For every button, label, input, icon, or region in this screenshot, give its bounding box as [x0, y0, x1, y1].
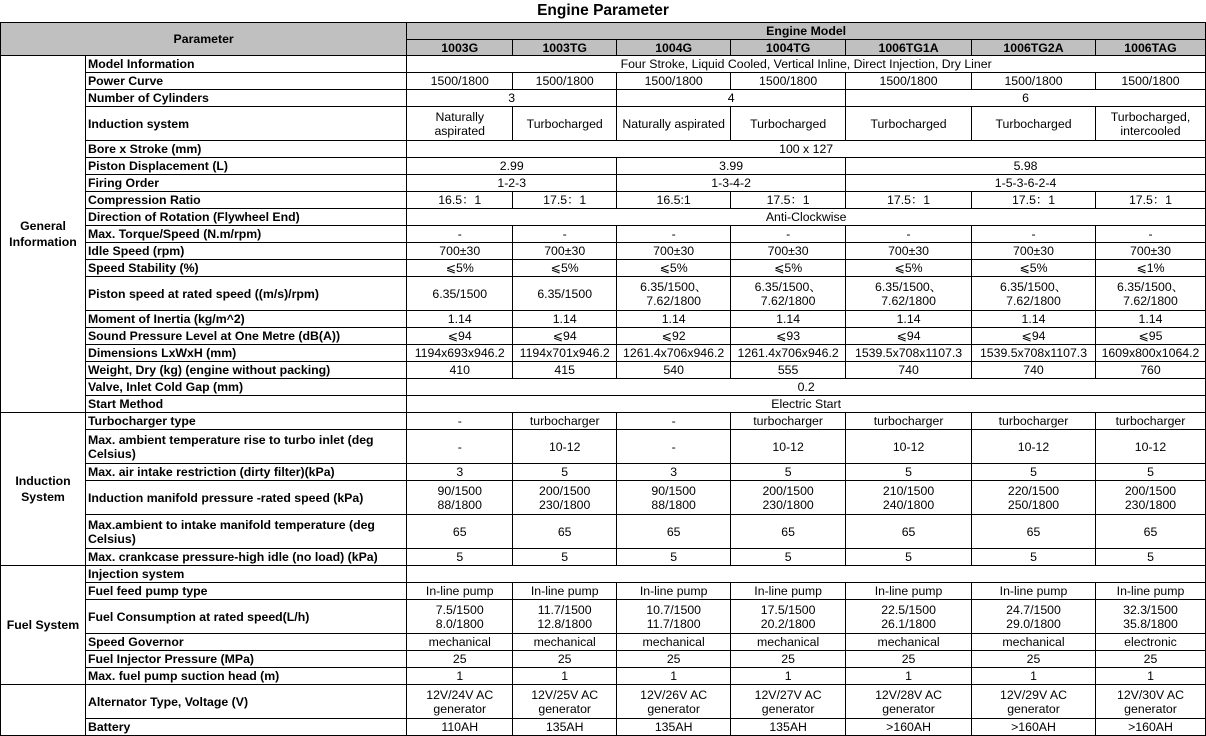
value-cell[interactable]: In-line pump — [513, 583, 617, 600]
header-row — [1, 23, 1206, 40]
section-label-cell[interactable]: Induction System — [1, 413, 86, 566]
value-cell[interactable]: 6.35/1500、 7.62/1800 — [1095, 277, 1205, 311]
table-row — [1, 719, 1206, 736]
value-cell[interactable]: ⩽5% — [513, 260, 617, 277]
table-row — [1, 141, 1206, 158]
value-cell[interactable]: ⩽5% — [972, 260, 1096, 277]
table-row — [1, 73, 1206, 90]
table-row — [1, 56, 1206, 73]
value-cell[interactable]: 65 — [846, 515, 972, 549]
table-row — [1, 226, 1206, 243]
value-cell[interactable]: In-line pump — [846, 583, 972, 600]
value-cell[interactable]: 3 — [617, 464, 731, 481]
table-row — [1, 90, 1206, 107]
value-cell[interactable]: 1500/1800 — [407, 73, 513, 90]
value-cell[interactable]: 1609x800x1064.2 — [1095, 345, 1205, 362]
value-cell[interactable]: ⩽5% — [846, 260, 972, 277]
value-cell[interactable]: ⩽94 — [846, 328, 972, 345]
parameter-name-cell[interactable]: Speed Governor — [85, 634, 406, 651]
value-cell[interactable]: 1500/1800 — [1095, 73, 1205, 90]
parameter-name-cell[interactable]: Dimensions LxWxH (mm) — [85, 345, 406, 362]
table-row — [1, 549, 1206, 566]
value-cell[interactable]: 5 — [731, 549, 846, 566]
value-cell[interactable]: 1539.5x708x1107.3 — [846, 345, 972, 362]
value-cell[interactable]: - — [407, 413, 513, 430]
value-cell[interactable]: 1 — [731, 668, 846, 685]
parameter-name-cell[interactable]: Sound Pressure Level at One Metre (dB(A)) — [85, 328, 406, 345]
value-cell[interactable]: 1.14 — [407, 311, 513, 328]
value-cell[interactable]: 1 — [846, 668, 972, 685]
value-cell[interactable]: Naturally aspirated — [407, 107, 513, 141]
value-cell[interactable]: 17.5/1500 20.2/1800 — [731, 600, 846, 634]
parameter-name-cell[interactable]: Max. Torque/Speed (N.m/rpm) — [85, 226, 406, 243]
value-cell[interactable]: 1500/1800 — [513, 73, 617, 90]
value-cell[interactable]: 24.7/1500 29.0/1800 — [972, 600, 1096, 634]
value-cell[interactable]: 5 — [972, 549, 1096, 566]
value-cell[interactable]: 3 — [407, 464, 513, 481]
parameter-name-cell[interactable]: Compression Ratio — [85, 192, 406, 209]
table-row — [1, 651, 1206, 668]
value-cell[interactable]: 10-12 — [1095, 430, 1205, 464]
value-cell[interactable]: 3 — [407, 90, 617, 107]
value-cell[interactable]: 16.5：1 — [407, 192, 513, 209]
value-cell[interactable]: 1.14 — [617, 311, 731, 328]
value-cell[interactable]: ⩽95 — [1095, 328, 1205, 345]
value-cell[interactable]: >160AH — [846, 719, 972, 736]
value-cell[interactable]: mechanical — [972, 634, 1096, 651]
value-cell[interactable]: 2.99 — [407, 158, 617, 175]
table-row — [1, 277, 1206, 311]
value-cell[interactable]: 5 — [617, 549, 731, 566]
value-cell[interactable]: In-line pump — [972, 583, 1096, 600]
value-cell[interactable]: 5 — [407, 549, 513, 566]
value-cell[interactable]: 4 — [617, 90, 846, 107]
parameter-name-cell[interactable]: Power Curve — [85, 73, 406, 90]
table-row — [1, 430, 1206, 464]
value-cell[interactable]: 415 — [513, 362, 617, 379]
table-row — [1, 107, 1206, 141]
parameter-name-cell[interactable]: Fuel Consumption at rated speed(L/h) — [85, 600, 406, 634]
header-model-cell[interactable]: 1006TAG — [1095, 40, 1205, 56]
value-cell[interactable]: >160AH — [972, 719, 1096, 736]
value-cell[interactable]: 6.35/1500 — [407, 277, 513, 311]
table-row — [1, 685, 1206, 719]
header-engine-model[interactable]: Engine Model — [407, 23, 1206, 40]
header-model-cell[interactable]: 1003TG — [513, 40, 617, 56]
value-cell[interactable]: 410 — [407, 362, 513, 379]
value-cell[interactable]: 1500/1800 — [972, 73, 1096, 90]
parameter-name-cell[interactable]: Model Information — [85, 56, 406, 73]
table-row — [1, 464, 1206, 481]
value-cell[interactable]: mechanical — [513, 634, 617, 651]
value-cell[interactable]: 1-2-3 — [407, 175, 617, 192]
parameter-name-cell[interactable]: Max. air intake restriction (dirty filter)(kPa) — [85, 464, 406, 481]
value-cell[interactable]: ⩽5% — [617, 260, 731, 277]
value-cell[interactable]: - — [617, 430, 731, 464]
value-cell[interactable]: 10-12 — [846, 430, 972, 464]
value-cell[interactable]: 10-12 — [731, 430, 846, 464]
table-row — [1, 192, 1206, 209]
parameter-name-cell[interactable]: Alternator Type, Voltage (V) — [85, 685, 406, 719]
table-row — [1, 379, 1206, 396]
table-row — [1, 634, 1206, 651]
value-cell[interactable]: Turbocharged — [846, 107, 972, 141]
value-cell[interactable]: 12V/30V AC generator — [1095, 685, 1205, 719]
parameter-name-cell[interactable]: Start Method — [85, 396, 406, 413]
table-row — [1, 481, 1206, 515]
parameter-name-cell[interactable]: Direction of Rotation (Flywheel End) — [85, 209, 406, 226]
table-row — [1, 362, 1206, 379]
parameter-name-cell[interactable]: Injection system — [85, 566, 406, 583]
parameter-name-cell[interactable]: Fuel feed pump type — [85, 583, 406, 600]
value-cell[interactable]: ⩽5% — [407, 260, 513, 277]
value-cell[interactable]: In-line pump — [731, 583, 846, 600]
value-cell[interactable]: 220/1500 250/1800 — [972, 481, 1096, 515]
parameter-name-cell[interactable]: Max. fuel pump suction head (m) — [85, 668, 406, 685]
table-row — [1, 396, 1206, 413]
value-cell[interactable]: 1-5-3-6-2-4 — [846, 175, 1206, 192]
engine-parameter-table — [0, 22, 1206, 736]
value-cell[interactable]: mechanical — [846, 634, 972, 651]
value-cell[interactable]: 11.7/1500 12.8/1800 — [513, 600, 617, 634]
value-cell[interactable]: mechanical — [617, 634, 731, 651]
value-cell[interactable]: 25 — [846, 651, 972, 668]
value-cell[interactable]: 1261.4x706x946.2 — [617, 345, 731, 362]
parameter-name-cell[interactable]: Turbocharger type — [85, 413, 406, 430]
value-cell[interactable]: In-line pump — [1095, 583, 1205, 600]
value-cell[interactable]: 700±30 — [972, 243, 1096, 260]
value-cell[interactable]: turbocharger — [513, 413, 617, 430]
parameter-name-cell[interactable]: Piston speed at rated speed ((m/s)/rpm) — [85, 277, 406, 311]
value-cell[interactable]: 65 — [731, 515, 846, 549]
table-row — [1, 175, 1206, 192]
value-cell[interactable]: >160AH — [1095, 719, 1205, 736]
value-cell[interactable]: 135AH — [513, 719, 617, 736]
value-cell[interactable]: Turbocharged — [731, 107, 846, 141]
parameter-name-cell[interactable]: Induction system — [85, 107, 406, 141]
value-cell[interactable]: 700±30 — [731, 243, 846, 260]
value-cell[interactable]: ⩽93 — [731, 328, 846, 345]
value-cell[interactable]: turbocharger — [731, 413, 846, 430]
value-cell[interactable]: 65 — [972, 515, 1096, 549]
value-cell[interactable]: 700±30 — [1095, 243, 1205, 260]
parameter-name-cell[interactable]: Number of Cylinders — [85, 90, 406, 107]
table-row — [1, 260, 1206, 277]
value-cell[interactable]: - — [513, 226, 617, 243]
value-cell[interactable]: 3.99 — [617, 158, 846, 175]
table-row — [1, 328, 1206, 345]
table-row — [1, 413, 1206, 430]
value-cell[interactable]: Electric Start — [407, 396, 1206, 413]
section-label-cell[interactable]: Fuel System — [1, 566, 86, 685]
value-cell[interactable]: - — [407, 226, 513, 243]
value-cell[interactable]: ⩽5% — [731, 260, 846, 277]
value-cell[interactable]: - — [731, 226, 846, 243]
value-cell[interactable]: mechanical — [407, 634, 513, 651]
value-cell[interactable]: ⩽1% — [1095, 260, 1205, 277]
value-cell[interactable]: 1.14 — [513, 311, 617, 328]
value-cell[interactable]: 25 — [972, 651, 1096, 668]
value-cell[interactable]: 1.14 — [731, 311, 846, 328]
value-cell[interactable]: 65 — [617, 515, 731, 549]
value-cell[interactable]: 135AH — [731, 719, 846, 736]
value-cell[interactable]: mechanical — [731, 634, 846, 651]
value-cell[interactable]: 6.35/1500、 7.62/1800 — [617, 277, 731, 311]
value-cell[interactable]: 700±30 — [617, 243, 731, 260]
value-cell[interactable]: 740 — [972, 362, 1096, 379]
parameter-name-cell[interactable]: Max. crankcase pressure-high idle (no load) (kPa) — [85, 549, 406, 566]
value-cell[interactable]: 1500/1800 — [846, 73, 972, 90]
value-cell[interactable]: - — [972, 226, 1096, 243]
value-cell[interactable]: 6 — [846, 90, 1206, 107]
value-cell[interactable]: 12V/25V AC generator — [513, 685, 617, 719]
value-cell[interactable]: 12V/24V AC generator — [407, 685, 513, 719]
value-cell[interactable]: 5 — [513, 464, 617, 481]
value-cell[interactable]: Turbocharged — [972, 107, 1096, 141]
value-cell[interactable]: 65 — [407, 515, 513, 549]
value-cell[interactable]: 12V/26V AC generator — [617, 685, 731, 719]
value-cell[interactable]: 1 — [1095, 668, 1205, 685]
value-cell[interactable]: In-line pump — [407, 583, 513, 600]
value-cell[interactable]: 740 — [846, 362, 972, 379]
value-cell[interactable]: 6.35/1500、 7.62/1800 — [731, 277, 846, 311]
value-cell[interactable]: 100 x 127 — [407, 141, 1206, 158]
value-cell[interactable]: In-line pump — [617, 583, 731, 600]
value-cell[interactable]: 10.7/1500 11.7/1800 — [617, 600, 731, 634]
value-cell[interactable]: Naturally aspirated — [617, 107, 731, 141]
value-cell[interactable]: 210/1500 240/1800 — [846, 481, 972, 515]
header-parameter[interactable]: Parameter — [1, 23, 407, 56]
parameter-name-cell[interactable]: Firing Order — [85, 175, 406, 192]
value-cell[interactable]: 32.3/1500 35.8/1800 — [1095, 600, 1205, 634]
value-cell[interactable]: 200/1500 230/1800 — [513, 481, 617, 515]
value-cell[interactable]: 90/1500 88/1800 — [407, 481, 513, 515]
value-cell[interactable]: 25 — [513, 651, 617, 668]
value-cell[interactable]: 1 — [407, 668, 513, 685]
value-cell[interactable]: ⩽92 — [617, 328, 731, 345]
value-cell[interactable]: 17.5：1 — [1095, 192, 1205, 209]
parameter-name-cell[interactable]: Speed Stability (%) — [85, 260, 406, 277]
value-cell[interactable]: 0.2 — [407, 379, 1206, 396]
value-cell[interactable]: 700±30 — [513, 243, 617, 260]
table-row — [1, 311, 1206, 328]
value-cell[interactable]: 700±30 — [407, 243, 513, 260]
value-cell[interactable]: 22.5/1500 26.1/1800 — [846, 600, 972, 634]
value-cell[interactable]: 17.5：1 — [846, 192, 972, 209]
value-cell[interactable]: 5 — [1095, 464, 1205, 481]
header-model-cell[interactable]: 1003G — [407, 40, 513, 56]
value-cell[interactable]: 5 — [513, 549, 617, 566]
value-cell[interactable]: 5 — [731, 464, 846, 481]
value-cell[interactable]: ⩽94 — [513, 328, 617, 345]
value-cell[interactable]: 1261.4x706x946.2 — [731, 345, 846, 362]
value-cell[interactable]: ⩽94 — [972, 328, 1096, 345]
value-cell[interactable]: 1 — [513, 668, 617, 685]
value-cell[interactable]: electronic — [1095, 634, 1205, 651]
value-cell[interactable]: 555 — [731, 362, 846, 379]
table-row — [1, 600, 1206, 634]
parameter-name-cell[interactable]: Piston Displacement (L) — [85, 158, 406, 175]
value-cell[interactable]: 6.35/1500、 7.62/1800 — [972, 277, 1096, 311]
value-cell[interactable]: 1.14 — [1095, 311, 1205, 328]
value-cell[interactable]: 1.14 — [846, 311, 972, 328]
header-model-cell[interactable]: 1004G — [617, 40, 731, 56]
value-cell[interactable]: 12V/27V AC generator — [731, 685, 846, 719]
parameter-name-cell[interactable]: Fuel Injector Pressure (MPa) — [85, 651, 406, 668]
value-cell[interactable]: 6.35/1500 — [513, 277, 617, 311]
value-cell[interactable]: 5 — [972, 464, 1096, 481]
parameter-name-cell[interactable]: Valve, Inlet Cold Gap (mm) — [85, 379, 406, 396]
section-label-cell[interactable] — [1, 685, 86, 736]
value-cell[interactable]: 200/1500 230/1800 — [731, 481, 846, 515]
parameter-name-cell[interactable]: Weight, Dry (kg) (engine without packing) — [85, 362, 406, 379]
parameter-name-cell[interactable]: Idle Speed (rpm) — [85, 243, 406, 260]
table-row — [1, 158, 1206, 175]
value-cell[interactable]: Turbocharged, intercooled — [1095, 107, 1205, 141]
value-cell[interactable]: 1500/1800 — [617, 73, 731, 90]
parameter-name-cell[interactable]: Max.ambient to intake manifold temperature (deg Celsius) — [85, 515, 406, 549]
value-cell[interactable]: 1539.5x708x1107.3 — [972, 345, 1096, 362]
value-cell[interactable] — [407, 566, 1206, 583]
value-cell[interactable]: 5 — [846, 464, 972, 481]
value-cell[interactable]: 17.5：1 — [731, 192, 846, 209]
value-cell[interactable]: 135AH — [617, 719, 731, 736]
table-row — [1, 243, 1206, 260]
value-cell[interactable]: turbocharger — [972, 413, 1096, 430]
value-cell[interactable]: 12V/29V AC generator — [972, 685, 1096, 719]
header-model-cell[interactable]: 1006TG2A — [972, 40, 1096, 56]
value-cell[interactable]: - — [1095, 226, 1205, 243]
value-cell[interactable]: - — [617, 413, 731, 430]
value-cell[interactable]: 16.5:1 — [617, 192, 731, 209]
value-cell[interactable]: - — [407, 430, 513, 464]
value-cell[interactable]: 7.5/1500 8.0/1800 — [407, 600, 513, 634]
value-cell[interactable]: 12V/28V AC generator — [846, 685, 972, 719]
table-row — [1, 209, 1206, 226]
value-cell[interactable]: 5.98 — [846, 158, 1206, 175]
value-cell[interactable]: 25 — [1095, 651, 1205, 668]
table-row — [1, 515, 1206, 549]
value-cell[interactable]: 1500/1800 — [731, 73, 846, 90]
parameter-name-cell[interactable]: Moment of Inertia (kg/m^2) — [85, 311, 406, 328]
value-cell[interactable]: 760 — [1095, 362, 1205, 379]
header-model-cell[interactable]: 1004TG — [731, 40, 846, 56]
section-label-cell[interactable]: General Information — [1, 56, 86, 413]
value-cell[interactable]: 1 — [972, 668, 1096, 685]
value-cell[interactable]: 10-12 — [972, 430, 1096, 464]
value-cell[interactable]: Anti-Clockwise — [407, 209, 1206, 226]
value-cell[interactable]: 540 — [617, 362, 731, 379]
value-cell[interactable]: turbocharger — [1095, 413, 1205, 430]
value-cell[interactable]: - — [617, 226, 731, 243]
value-cell[interactable]: 25 — [407, 651, 513, 668]
value-cell[interactable]: 200/1500 230/1800 — [1095, 481, 1205, 515]
parameter-name-cell[interactable]: Battery — [85, 719, 406, 736]
table-row — [1, 668, 1206, 685]
value-cell[interactable]: 17.5：1 — [513, 192, 617, 209]
value-cell[interactable]: 700±30 — [846, 243, 972, 260]
value-cell[interactable]: - — [846, 226, 972, 243]
value-cell[interactable]: Four Stroke, Liquid Cooled, Vertical Inline, Direct Injection, Dry Liner — [407, 56, 1206, 73]
value-cell[interactable]: 65 — [513, 515, 617, 549]
value-cell[interactable]: 6.35/1500、 7.62/1800 — [846, 277, 972, 311]
value-cell[interactable]: Turbocharged — [513, 107, 617, 141]
value-cell[interactable]: 5 — [1095, 549, 1205, 566]
value-cell[interactable]: 17.5：1 — [972, 192, 1096, 209]
value-cell[interactable]: 1.14 — [972, 311, 1096, 328]
value-cell[interactable]: 65 — [1095, 515, 1205, 549]
value-cell[interactable]: ⩽94 — [407, 328, 513, 345]
parameter-name-cell[interactable]: Max. ambient temperature rise to turbo inlet (deg Celsius) — [85, 430, 406, 464]
header-model-cell[interactable]: 1006TG1A — [846, 40, 972, 56]
value-cell[interactable]: 1194x693x946.2 — [407, 345, 513, 362]
page-title: Engine Parameter — [537, 2, 669, 19]
value-cell[interactable]: 25 — [731, 651, 846, 668]
parameter-name-cell[interactable]: Induction manifold pressure -rated speed (kPa) — [85, 481, 406, 515]
value-cell[interactable]: 110AH — [407, 719, 513, 736]
table-row — [1, 345, 1206, 362]
value-cell[interactable]: 1 — [617, 668, 731, 685]
value-cell[interactable]: 5 — [846, 549, 972, 566]
parameter-name-cell[interactable]: Bore x Stroke (mm) — [85, 141, 406, 158]
value-cell[interactable]: 1-3-4-2 — [617, 175, 846, 192]
value-cell[interactable]: 1194x701x946.2 — [513, 345, 617, 362]
value-cell[interactable]: turbocharger — [846, 413, 972, 430]
value-cell[interactable]: 90/1500 88/1800 — [617, 481, 731, 515]
value-cell[interactable]: 10-12 — [513, 430, 617, 464]
table-row — [1, 566, 1206, 583]
value-cell[interactable]: 25 — [617, 651, 731, 668]
table-row — [1, 583, 1206, 600]
